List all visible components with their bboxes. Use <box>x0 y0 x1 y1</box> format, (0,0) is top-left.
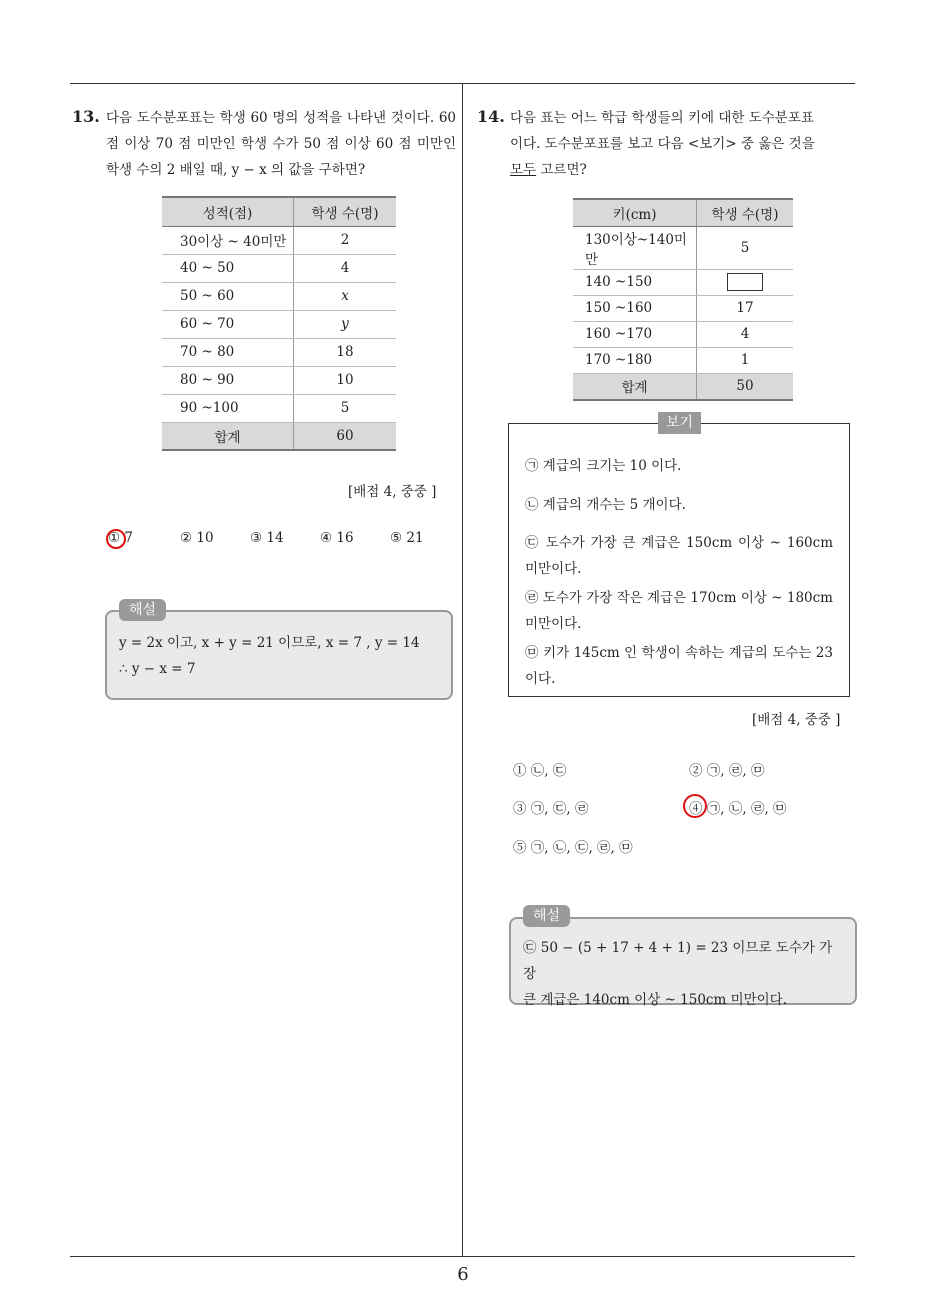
q14-bogi-box <box>508 423 850 697</box>
q14-count: 5 <box>697 226 794 269</box>
q13-choice-4[interactable]: ④ 16 <box>320 530 354 546</box>
bogi-item: ㉠ 계급의 크기는 10 이다. <box>525 458 682 474</box>
q14-text-line: 다음 표는 어느 학급 학생들의 키에 대한 도수분포표 <box>510 110 814 126</box>
q13-class: 90 ~100 <box>162 394 294 422</box>
q14-number: 14. <box>477 107 505 126</box>
q14-header-height: 키(cm) <box>573 199 697 226</box>
q13-text: 다음 도수분포표는 학생 60 명의 성적을 나타낸 것이다. 60 점 이상 70 점 미만인 학생 수가 50 점 이상 60 점 미만인 학생 수의 2 배일 때, y − x 의 값을 구하면? <box>106 110 456 178</box>
q14-class: 150 ~160 <box>573 295 697 321</box>
q14-choice-3[interactable]: ③ ㉠, ㉢, ㉣ <box>513 801 589 817</box>
q13-total-label: 합계 <box>162 422 294 450</box>
q13-count: 4 <box>294 254 397 282</box>
q13-frequency-table <box>162 196 396 451</box>
q14-choice-1[interactable]: ① ㉡, ㉢ <box>513 763 567 779</box>
q13-header-count: 학생 수(명) <box>294 197 397 226</box>
q13-class: 30이상 ~ 40미만 <box>162 226 294 254</box>
bogi-item: ㉣ 도수가 가장 작은 계급은 170cm 이상 ~ 180cm 미만이다. <box>525 590 833 632</box>
q14-text-line <box>510 157 860 183</box>
q14-class: 140 ~150 <box>573 269 697 295</box>
bogi-item: ㉢ 도수가 가장 큰 계급은 150cm 이상 ~ 160cm 미만이다. <box>525 535 833 577</box>
q14-text <box>510 105 860 183</box>
q14-class: 170 ~180 <box>573 347 697 373</box>
q13-class: 60 ~ 70 <box>162 310 294 338</box>
q14-class: 130이상~140미만 <box>573 226 697 269</box>
q13-choice-3[interactable]: ③ 14 <box>250 530 284 546</box>
q14-total-label: 합계 <box>573 373 697 400</box>
q13-solution-label: 해설 <box>119 599 166 621</box>
q14-solution-line: 큰 계급은 140cm 이상 ~ 150cm 미만이다. <box>523 992 788 1008</box>
q13-count: 5 <box>294 394 397 422</box>
q14-underlined-word: 모두 <box>510 162 537 178</box>
q13-class: 80 ~ 90 <box>162 366 294 394</box>
q13-count: 2 <box>294 226 397 254</box>
q13-count: 10 <box>294 366 397 394</box>
q13-solution-box <box>105 610 453 700</box>
q14-choice-4[interactable]: ④ ㉠, ㉡, ㉣, ㉤ <box>689 801 787 817</box>
q14-solution-line: ㉢ 50 − (5 + 17 + 4 + 1) = 23 이므로 도수가 가장 <box>523 940 833 982</box>
q14-count: 1 <box>697 347 794 373</box>
q14-count: 17 <box>697 295 794 321</box>
q14-header-count: 학생 수(명) <box>697 199 794 226</box>
blank-answer-box <box>727 273 763 291</box>
q14-class: 160 ~170 <box>573 321 697 347</box>
bogi-label: 보기 <box>658 412 701 434</box>
q13-number: 13. <box>72 107 100 126</box>
q14-solution-label: 해설 <box>523 905 570 927</box>
column-divider <box>462 83 463 1256</box>
q14-score-tag: [배점 4, 중중 ] <box>752 712 841 728</box>
q14-text-rest: 고르면? <box>536 162 587 178</box>
q13-class: 50 ~ 60 <box>162 282 294 310</box>
q13-header-score: 성적(점) <box>162 197 294 226</box>
q13-score-tag: [배점 4, 중중 ] <box>348 484 437 500</box>
bogi-item: ㉤ 키가 145cm 인 학생이 속하는 계급의 도수는 23 이다. <box>525 645 833 687</box>
q14-choice-5[interactable]: ⑤ ㉠, ㉡, ㉢, ㉣, ㉤ <box>513 840 633 856</box>
q14-total-value: 50 <box>697 373 794 400</box>
q14-choice-2[interactable]: ② ㉠, ㉣, ㉤ <box>689 763 765 779</box>
q13-solution-line: y = 2x 이고, x + y = 21 이므로, x = 7 , y = 14 <box>119 635 420 651</box>
q13-class: 40 ~ 50 <box>162 254 294 282</box>
q13-choice-5[interactable]: ⑤ 21 <box>390 530 424 546</box>
q14-solution-box <box>509 917 857 1008</box>
q13-choice-1[interactable]: ① 7 <box>108 530 133 546</box>
q13-choice-2[interactable]: ② 10 <box>180 530 214 546</box>
q13-total-value: 60 <box>294 422 397 450</box>
q14-blank-cell <box>697 269 794 295</box>
q13-count: 18 <box>294 338 397 366</box>
q13-class: 70 ~ 80 <box>162 338 294 366</box>
bottom-rule <box>70 1256 855 1257</box>
q13-count: y <box>294 310 397 338</box>
q13-count: x <box>294 282 397 310</box>
q14-text-line: 이다. 도수분포표를 보고 다음 <보기> 중 옳은 것을 <box>510 136 815 152</box>
q14-frequency-table <box>573 198 793 401</box>
bogi-item: ㉡ 계급의 개수는 5 개이다. <box>525 497 686 513</box>
q13-solution-line: ∴ y − x = 7 <box>119 661 196 677</box>
page-number: 6 <box>457 1264 469 1285</box>
q14-count: 4 <box>697 321 794 347</box>
